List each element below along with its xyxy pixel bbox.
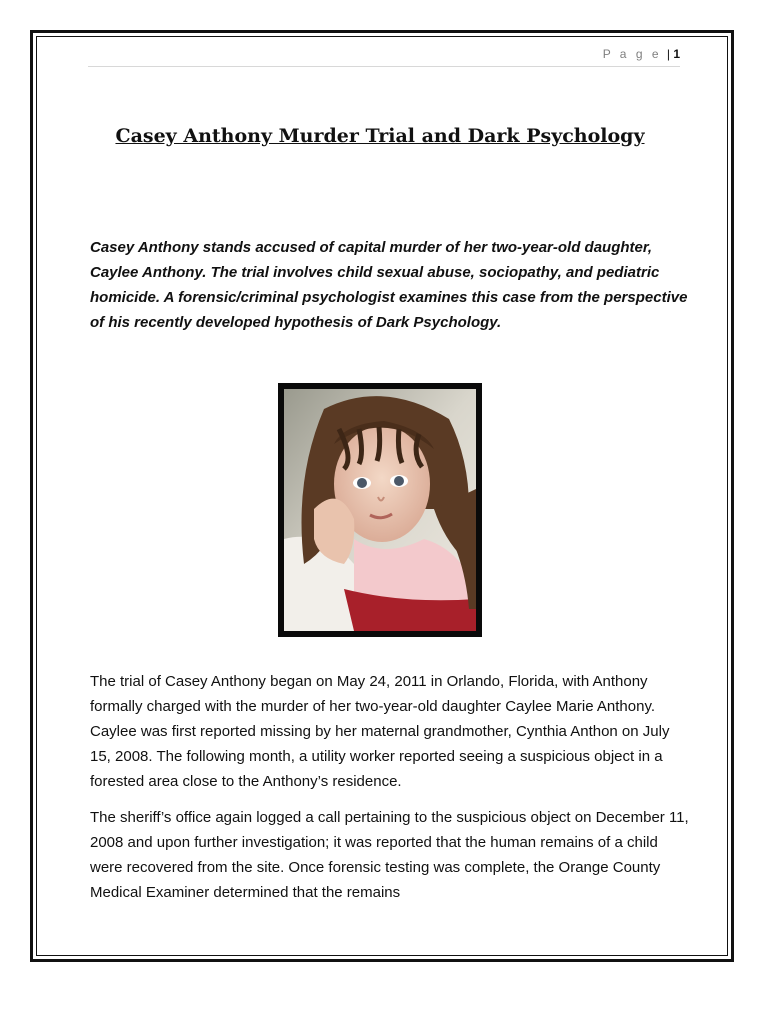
page-separator: | xyxy=(666,47,670,61)
child-portrait-photo xyxy=(278,383,482,637)
portrait-image xyxy=(284,389,476,631)
page-header xyxy=(88,44,680,67)
abstract-paragraph: Casey Anthony stands accused of capital murder of her two-year-old daughter, Caylee Anthony. The trial involves child sexual abuse, sociopathy, and pediatric homicide. A forensic/criminal psychologist examines this case from the perspective of his recently developed hypothesis of Dark Psychology. xyxy=(90,239,688,331)
body-paragraph: The trial of Casey Anthony began on May 24, 2011 in Orlando, Florida, with Anthony formally charged with the murder of her two-year-old daughter Caylee Marie Anthony. Caylee was first reported missing by her maternal grandmother, Cynthia Anthon on July 15, 2008. The following month, a utility worker reported seeing a suspicious object in a forested area close to the Anthony’s residence. xyxy=(90,673,670,790)
document-title: Casey Anthony Murder Trial and Dark Psychology xyxy=(115,125,645,147)
page-number: 1 xyxy=(673,47,680,61)
body-paragraph: The sheriff’s office again logged a call pertaining to the suspicious object on December 11, 2008 and upon further investigation; it was reported that the human remains of a child were recovered from the site. Once forensic testing was complete, the Orange County Medical Examiner determined that the remains xyxy=(90,809,689,901)
page-label: P a g e xyxy=(602,47,662,61)
